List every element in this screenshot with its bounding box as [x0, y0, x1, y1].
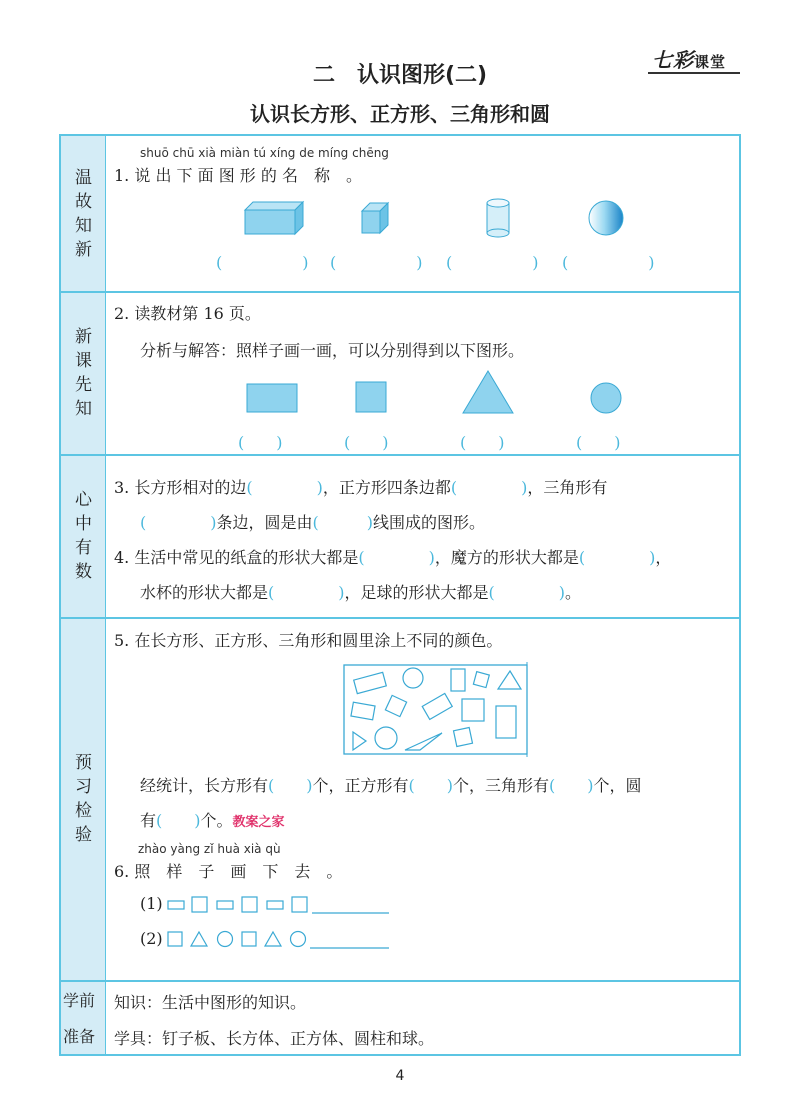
q5-blank[interactable]: ( ) — [408, 776, 454, 795]
q2-blank[interactable]: ( ) — [576, 433, 621, 452]
figure-rectangle — [496, 706, 516, 738]
q5-stat-line2: 有( )个。教案之家 — [140, 811, 285, 830]
rectangle-shape — [247, 384, 297, 412]
figure-rectangle — [354, 672, 387, 693]
prep-knowledge: 知识：生活中图形的知识。 — [114, 993, 307, 1012]
prep-tools: 学具：钉子板、长方体、正方体、圆柱和球。 — [114, 1029, 435, 1048]
q2-blank[interactable]: ( ) — [344, 433, 389, 452]
sphere-shape — [589, 201, 623, 235]
cuboid-shape — [245, 202, 303, 234]
q3-blank[interactable]: ( ) — [140, 513, 217, 532]
q3-blank[interactable]: ( ) — [312, 513, 374, 532]
section-label-check: 心中有数 — [75, 490, 92, 582]
q4-blank[interactable]: ( ) — [358, 548, 435, 567]
q5-text: 5. 在长方形、正方形、三角形和圆里涂上不同的颜色。 — [114, 631, 503, 650]
q2-line2: 分析与解答：照样子画一画，可以分别得到以下图形。 — [140, 341, 525, 360]
q5-blank[interactable]: ( ) — [268, 776, 313, 795]
q6-text: 6. 照 样 子 画 下 去 。 — [114, 862, 343, 881]
figure-square — [385, 695, 406, 716]
q3-line1: 3. 长方形相对的边( )，正方形四条边都( )，三角形有 — [114, 478, 608, 497]
figure-rectangle — [451, 669, 465, 691]
divider — [61, 617, 739, 619]
q6-pinyin: zhào yàng zǐ huà xià qù — [138, 842, 281, 856]
q1-blank[interactable]: ( ) — [330, 253, 423, 272]
section-label-test: 预习检验 — [75, 753, 92, 845]
divider — [61, 980, 739, 982]
q6-item2-label: (2) — [140, 929, 163, 948]
q5-shape-figure — [340, 662, 532, 758]
q2-blank[interactable]: ( ) — [460, 433, 505, 452]
section-label-prep-b: 准备 — [63, 1027, 96, 1046]
figure-circle — [403, 668, 423, 688]
brand-suffix: 课堂 — [694, 53, 727, 71]
q5-blank[interactable]: ( ) — [156, 811, 201, 830]
q4-line2: 水杯的形状大都是( )，足球的形状大都是( )。 — [140, 583, 582, 602]
section-label-preview: 新课先知 — [75, 327, 92, 419]
figure-square — [454, 728, 473, 747]
q3-blank[interactable]: ( ) — [246, 478, 323, 497]
page-number: 4 — [395, 1068, 405, 1084]
brand-underline — [648, 72, 740, 74]
q2-line1: 2. 读教材第 16 页。 — [114, 304, 261, 323]
page-title: 二 认识图形(二) — [312, 63, 488, 88]
divider — [61, 454, 739, 456]
q4-blank[interactable]: ( ) — [578, 548, 656, 567]
divider — [61, 291, 739, 293]
q6-pattern-2 — [166, 929, 396, 953]
figure-circle — [375, 727, 397, 749]
figure-square — [462, 699, 484, 721]
triangle-shape — [463, 371, 513, 413]
figure-rectangle — [351, 702, 375, 720]
circle-shape — [591, 383, 621, 413]
q5-blank[interactable]: ( ) — [549, 776, 594, 795]
q3-line2: ( )条边，圆是由( )线围成的图形。 — [140, 513, 486, 532]
figure-triangle — [498, 671, 521, 689]
cylinder-shape — [487, 199, 509, 237]
brand-name: 七彩 — [652, 48, 694, 72]
q6-pattern-1 — [166, 894, 396, 918]
q3-blank[interactable]: ( ) — [450, 478, 528, 497]
q1-blank[interactable]: ( ) — [216, 253, 309, 272]
figure-triangle — [353, 732, 366, 750]
q4-line1: 4. 生活中常见的纸盒的形状大都是( )，魔方的形状大都是( )， — [114, 548, 672, 567]
q1-pinyin: shuō chū xià miàn tú xíng de míng chēng — [140, 146, 389, 160]
brand-logo — [652, 44, 726, 73]
figure-square — [473, 672, 489, 688]
q1-blank[interactable]: ( ) — [562, 253, 655, 272]
figure-triangle — [405, 733, 442, 750]
square-shape — [356, 382, 386, 412]
q1-shapes — [240, 198, 640, 243]
q2-blank[interactable]: ( ) — [238, 433, 283, 452]
section-label-prep-a: 学前 — [63, 991, 96, 1010]
q6-item1-label: (1) — [140, 894, 163, 913]
watermark-logo: 教案之家 — [232, 815, 285, 830]
q2-shapes — [240, 368, 640, 418]
cube-shape — [362, 203, 388, 233]
q1-text: 1. 说 出 下 面 图 形 的 名 称 。 — [114, 166, 362, 185]
page-subtitle: 认识长方形、正方形、三角形和圆 — [250, 102, 550, 126]
figure-rectangle — [422, 693, 452, 719]
section-label-review: 温故知新 — [75, 167, 92, 260]
q1-blank[interactable]: ( ) — [446, 253, 539, 272]
q5-stat-line1: 经统计，长方形有( )个，正方形有( )个，三角形有( )个，圆 — [140, 776, 642, 795]
q4-blank[interactable]: ( ) — [488, 583, 566, 602]
q4-blank[interactable]: ( ) — [268, 583, 345, 602]
